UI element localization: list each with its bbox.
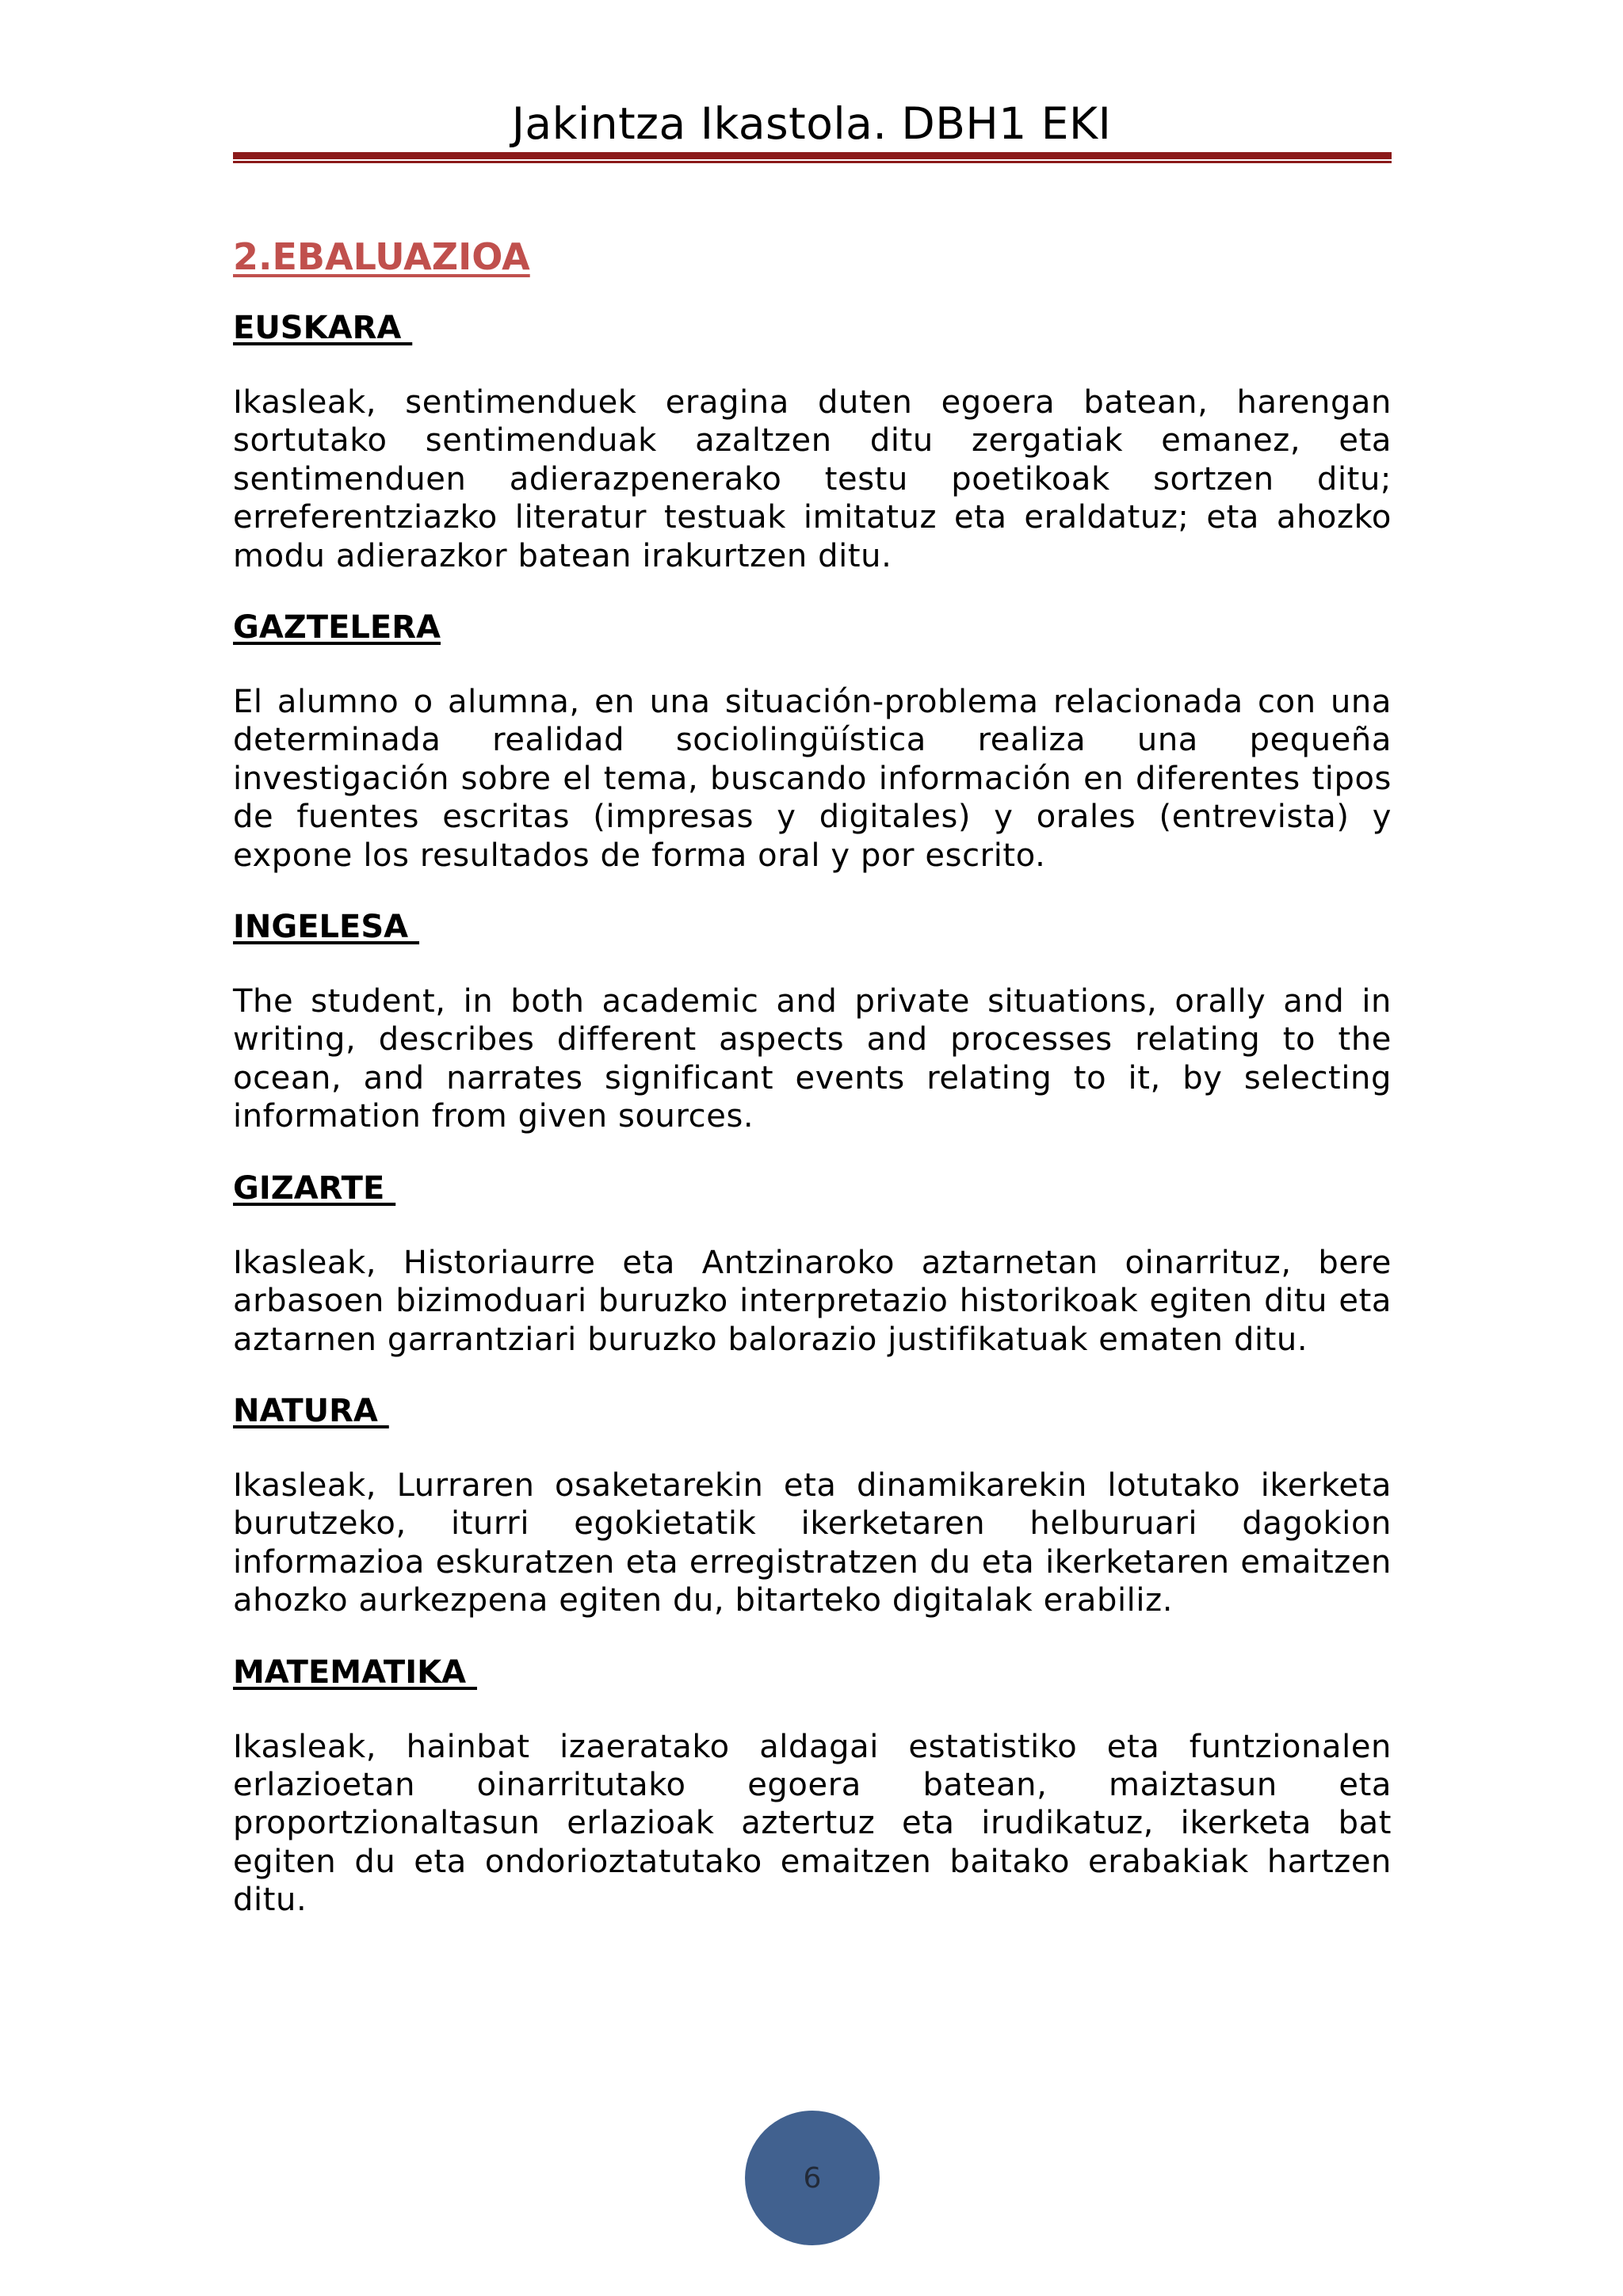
header-rule-thin [233,161,1392,163]
subject-heading: GAZTELERA [233,609,441,646]
section-title: 2.EBALUAZIOA [233,235,530,278]
subject-heading: GIZARTE [233,1169,396,1207]
subject-heading: NATURA [233,1392,389,1429]
subject-heading: MATEMATIKA [233,1653,477,1691]
subject-heading: INGELESA [233,909,420,946]
subject-paragraph: Ikasleak, hainbat izaeratako aldagai estatistiko eta funtzionalen erlazioetan oinarritutako egoera batean, maiztasun eta proportzionaltasun erlazioak aztertuz eta irudikatuz, ikerketa bat egiten du eta ondorioztatutako emaitzen baitako erabakiak hartzen ditu. [233,1728,1392,1919]
subject-paragraph: Ikasleak, Historiaurre eta Antzinaroko aztarnetan oinarrituz, bere arbasoen bizimoduari buruzko interpretazio historikoak egiten ditu eta aztarnen garrantziari buruzko balorazio justifikatuak ematen ditu. [233,1244,1392,1358]
subject-paragraph: The student, in both academic and private situations, orally and in writing, describes different aspects and processes relating to the ocean, and narrates significant events relating to it, by selecting information from given sources. [233,983,1392,1135]
subject-paragraph: El alumno o alumna, en una situación-problema relacionada con una determinada realidad sociolingüística realiza una pequeña investigación sobre el tema, buscando información en diferentes tipos de fuentes escritas (impresas y digitales) y orales (entrevista) y expone los resultados de forma oral y por escrito. [233,684,1392,874]
page-number: 6 [803,2161,822,2195]
subject-gizarte [233,1168,1392,1359]
subject-matematika [233,1652,1392,1920]
subject-ingelesa [233,906,1392,1136]
subject-heading: EUSKARA [233,310,413,346]
subject-natura [233,1390,1392,1620]
header-rule-thick [233,152,1392,159]
page-number-badge [745,2111,880,2245]
document-content [233,231,1392,1920]
subject-paragraph: Ikasleak, sentimenduek eragina duten egoera batean, harengan sortutako sentimenduak azaltzen ditu zergatiak emanez, eta sentimenduen adierazpenerako testu poetikoak sortzen ditu; erreferentziazko literatur testuak imitatuz eta eraldatuz; eta ahozko modu adierazkor batean irakurtzen ditu. [233,384,1392,574]
subject-euskara [233,307,1392,575]
subject-gaztelera [233,607,1392,875]
subject-paragraph: Ikasleak, Lurraren osaketarekin eta dinamikarekin lotutako ikerketa burutzeko, iturri egokietatik ikerketaren helburuari dagokion informazioa eskuratzen eta erregistratzen du eta ikerketaren emaitzen ahozko aurkezpena egiten du, bitarteko digitalak erabiliz. [233,1466,1392,1619]
page-header-title: Jakintza Ikastola. DBH1 EKI [511,98,1112,149]
